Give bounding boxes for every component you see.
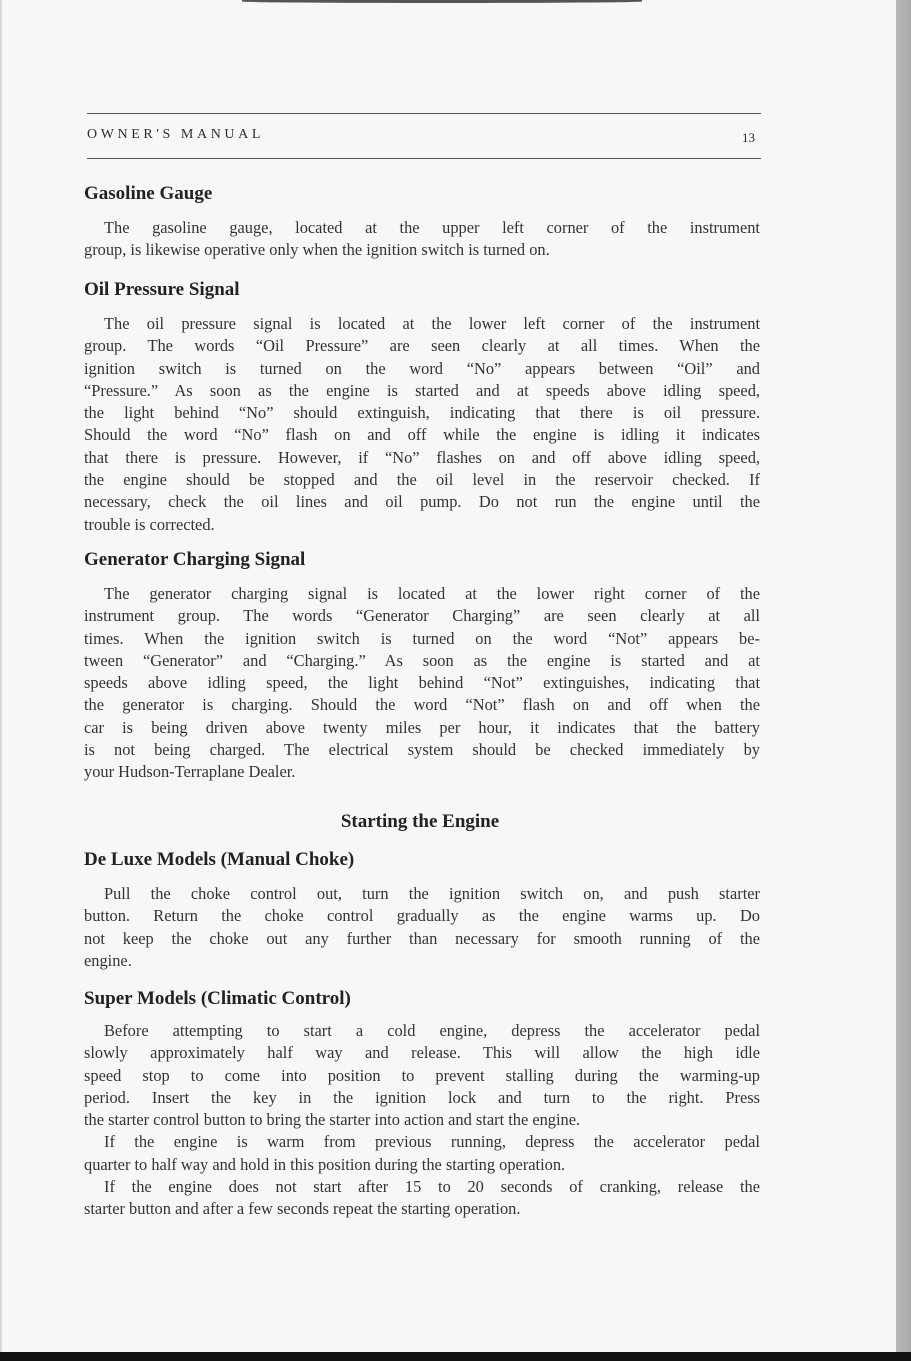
para-gasoline-gauge	[84, 217, 760, 262]
text-line: necessary, check the oil lines and oil pump. Do not run the engine until the	[84, 492, 760, 512]
text-line: engine.	[84, 950, 132, 970]
text-line: quarter to half way and hold in this position during the starting operation.	[84, 1154, 566, 1174]
text-line: the light behind “No” should extinguish, indicating that there is oil pressure.	[84, 403, 760, 423]
text-line: If the engine is warm from previous running, depress the accelerator pedal	[104, 1132, 760, 1152]
para-deluxe-models	[84, 883, 760, 972]
text-line: period. Insert the key in the ignition lock and turn to the right. Press	[84, 1087, 760, 1107]
text-line: slowly approximately half way and release. This will allow the high idle	[84, 1043, 760, 1063]
para-generator-charging-signal	[84, 583, 760, 784]
text-line: times. When the ignition switch is turned on the word “Not” appears be-	[84, 628, 760, 648]
text-line: The oil pressure signal is located at the lower left corner of the instrument	[104, 314, 760, 333]
para-super-models	[84, 1020, 760, 1221]
text-line: trouble is corrected.	[84, 514, 215, 534]
header-rule-bottom	[87, 158, 761, 159]
text-line: starter button and after a few seconds repeat the starting operation.	[84, 1199, 521, 1219]
heading-generator-charging-signal: Generator Charging Signal	[84, 549, 306, 570]
text-line: the engine should be stopped and the oil level in the reservoir checked. If	[84, 470, 760, 490]
text-line: instrument group. The words “Generator Charging” are seen clearly at all	[84, 606, 760, 626]
text-line: is not being charged. The electrical system should be checked immediately by	[84, 740, 760, 760]
text-line: car is being driven above twenty miles per hour, it indicates that the battery	[84, 717, 760, 737]
heading-oil-pressure-signal: Oil Pressure Signal	[84, 279, 240, 300]
text-line: group. The words “Oil Pressure” are seen clearly at all times. When the	[84, 336, 760, 356]
binding-shadow	[242, 0, 642, 3]
text-line: Should the word “No” flash on and off while the engine is idling it indicates	[84, 425, 760, 445]
text-line: button. Return the choke control gradually as the engine warms up. Do	[84, 906, 760, 926]
heading-super-models: Super Models (Climatic Control)	[84, 988, 351, 1009]
text-line: Before attempting to start a cold engine, depress the accelerator pedal	[104, 1021, 760, 1040]
text-line: The gasoline gauge, located at the upper left corner of the instrument	[104, 218, 760, 237]
text-line: “Pressure.” As soon as the engine is started and at speeds above idling speed,	[84, 380, 760, 400]
page-edge-bottom	[0, 1352, 911, 1361]
text-line: The generator charging signal is located at the lower right corner of the	[104, 584, 760, 603]
text-line: your Hudson-Terraplane Dealer.	[84, 762, 296, 782]
text-line: speed stop to come into position to prevent stalling during the warming-up	[84, 1065, 760, 1085]
header-rule-top	[87, 113, 761, 114]
text-line: ignition switch is turned on the word “No” appears between “Oil” and	[84, 358, 760, 378]
text-line: the starter control button to bring the starter into action and start the engine.	[84, 1110, 581, 1130]
heading-starting-the-engine: Starting the Engine	[340, 811, 500, 832]
text-line: that there is pressure. However, if “No” flashes on and off above idling speed,	[84, 447, 760, 467]
page-number: 13	[742, 130, 755, 145]
running-head: OWNER'S MANUAL	[87, 127, 264, 142]
text-line: Pull the choke control out, turn the ignition switch on, and push starter	[104, 884, 760, 903]
text-line: not keep the choke out any further than necessary for smooth running of the	[84, 928, 760, 948]
page-edge-right	[896, 0, 911, 1361]
heading-deluxe-models: De Luxe Models (Manual Choke)	[84, 849, 355, 870]
text-line: tween “Generator” and “Charging.” As soon as the engine is started and at	[84, 650, 760, 670]
para-oil-pressure-signal	[84, 313, 760, 536]
text-line: group, is likewise operative only when the ignition switch is turned on.	[84, 240, 550, 260]
text-line: If the engine does not start after 15 to 20 seconds of cranking, release the	[104, 1177, 760, 1197]
heading-gasoline-gauge: Gasoline Gauge	[84, 183, 213, 204]
text-line: the generator is charging. Should the word “Not” flash on and off when the	[84, 695, 760, 715]
text-line: speeds above idling speed, the light behind “Not” extinguishes, indicating that	[84, 673, 760, 693]
